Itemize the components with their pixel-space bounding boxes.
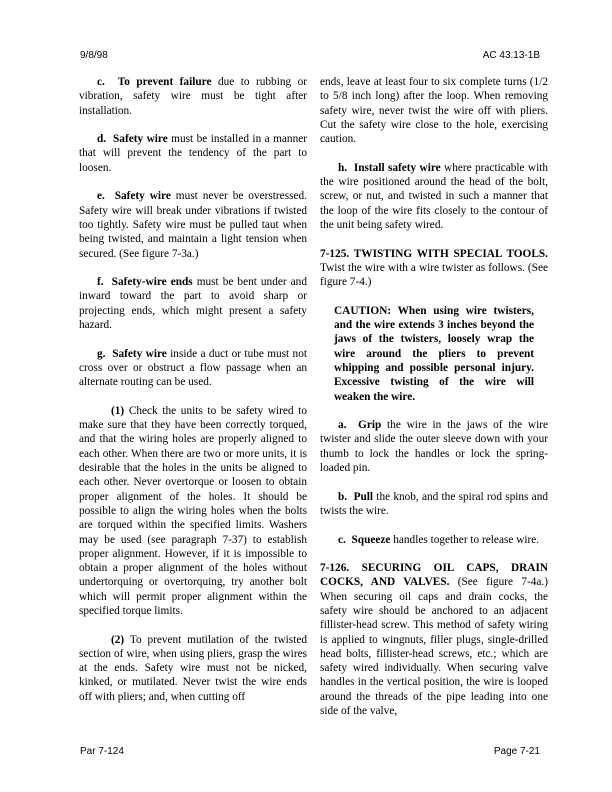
right-column [320, 75, 548, 733]
para-continued: ends, leave at least four to six complete turns (1/2 to 5/8 inch long) after the loop. When removing safety wire, never twist the wire off with pliers. Cut the safety wire close to the hole, exercising caution. [320, 76, 548, 146]
para-c-heading: To prevent failure [117, 76, 212, 88]
para-h-text: where practicable with the wire positioned around the head of the bolt, screw, or nut, and twisted in such a manner that the loop of the wire fits closely to the contour of the unit being safety wired. [320, 161, 549, 231]
para-f-label: f. [97, 276, 104, 289]
para-c-text: due to rubbing or vibration, safety wire must be tight after installation. [79, 76, 308, 117]
para-c-label: c. [97, 76, 105, 88]
footer-page-number: Page 7-21 [493, 746, 540, 757]
para-a [320, 418, 548, 475]
para-c-right-heading: Squeeze [351, 533, 391, 546]
footer-paragraph-ref: Par 7-124 [80, 746, 124, 757]
para-f [79, 275, 307, 332]
para-b-label: b. [338, 490, 348, 503]
para-b [320, 490, 548, 519]
para-e-label: e. [97, 190, 105, 203]
section-7-126-heading: 7-126. SECURING OIL CAPS, DRAIN COCKS, AND VALVES. [320, 562, 548, 589]
para-a-text: the wire in the jaws of the wire twister and slide the outer sleeve down with your thumb to lock the handles or lock the spring-loaded pin. [320, 419, 548, 475]
section-7-125 [320, 247, 548, 290]
section-7-126 [320, 561, 548, 718]
para-g-label: g. [97, 347, 106, 360]
para-c [79, 75, 307, 118]
header-date: 9/8/98 [80, 50, 108, 61]
para-a-label: a. [338, 419, 347, 432]
para-g2-label: (2) [111, 633, 125, 646]
left-column [79, 75, 307, 718]
para-g2-text: To prevent mutilation of the twisted section of wire, when using pliers, grasp the wires at the ends. Safety wire must not be nicked, kinked, or mutilated. Never twist the wire ends off with pliers; and, when cutting off [79, 633, 307, 703]
para-e-heading: Safety wire [114, 190, 171, 203]
header-doc-id: AC 43.13-1B [482, 50, 540, 61]
para-e [79, 189, 307, 260]
para-g2 [79, 633, 307, 704]
section-7-125-heading: 7-125. TWISTING WITH SPECIAL TOOLS. [320, 247, 548, 260]
caution-note: CAUTION: When using wire twisters, and the wire extends 3 inches beyond the jaws of the twisters, loosely wrap the wire around the pliers to prevent whipping and possible personal injury. Excessive twisting of the wire will weaken the wire. [334, 304, 534, 403]
para-g-text: inside a duct or tube must not cross over or obstruct a flow passage when an alternate routing can be used. [79, 347, 307, 389]
para-h-label: h. [338, 161, 348, 174]
para-g-heading: Safety wire [112, 347, 167, 360]
para-c-right-text: handles together to release wire. [390, 533, 540, 546]
para-g1-text: Check the units to be safety wired to make sure that they have been correctly torqued, and that the wiring holes are properly aligned to each other. When there are two or more units, it is desirable that the holes in the units be aligned to each other. Never overtorque or loosen to obtain proper alignment of the holes. It should be possible to align the wiring holes when the bolts are torqued within the specified limits. Washers may be used (see paragraph 7-37) to establish proper alignment. However, if it is impossible to obtain a proper alignment of the holes without undertorquing or overtorquing, try another bolt which will permit proper alignment within the specified torque limits. [79, 404, 307, 617]
para-d-label: d. [97, 133, 107, 146]
para-e-text: must never be overstressed. Safety wire will break under vibrations if twisted too tightly. Safety wire must be pulled taut when being twisted, and maintain a light tension when secured. (See figure 7-3a.) [79, 190, 307, 260]
para-c-right [320, 533, 548, 547]
para-d-heading: Safety wire [113, 133, 168, 146]
para-h [320, 161, 548, 232]
para-g1 [79, 404, 307, 618]
para-f-heading: Safety-wire ends [111, 276, 193, 289]
para-h-heading: Install safety wire [353, 161, 441, 174]
section-7-125-text: Twist the wire with a wire twister as follows. (See figure 7-4.) [320, 261, 548, 289]
para-d [79, 132, 307, 175]
para-f-text: must be bent under and inward toward the part to avoid sharp or projecting ends, which might present a safety hazard. [79, 276, 307, 332]
para-c-right-label: c. [338, 533, 346, 546]
para-d-text: must be installed in a manner that will prevent the tendency of the part to loosen. [79, 133, 307, 174]
section-7-126-text: (See figure 7-4a.) When securing oil caps and drain cocks, the safety wire should be anchored to an adjacent fillister-head screw. This method of safety wiring is applied to wingnuts, filler plugs, single-drilled head bolts, fillister-head screws, etc.; which are safety wired individually. When securing valve handles in the vertical position, the wire is looped around the threads of the pipe leading into one side of the valve, [320, 576, 549, 718]
para-b-text: the knob, and the spiral rod spins and twists the wire. [320, 490, 548, 517]
para-g [79, 347, 307, 390]
para-a-heading: Grip [358, 419, 382, 432]
para-g1-label: (1) [111, 404, 125, 417]
para-b-heading: Pull [353, 490, 374, 503]
